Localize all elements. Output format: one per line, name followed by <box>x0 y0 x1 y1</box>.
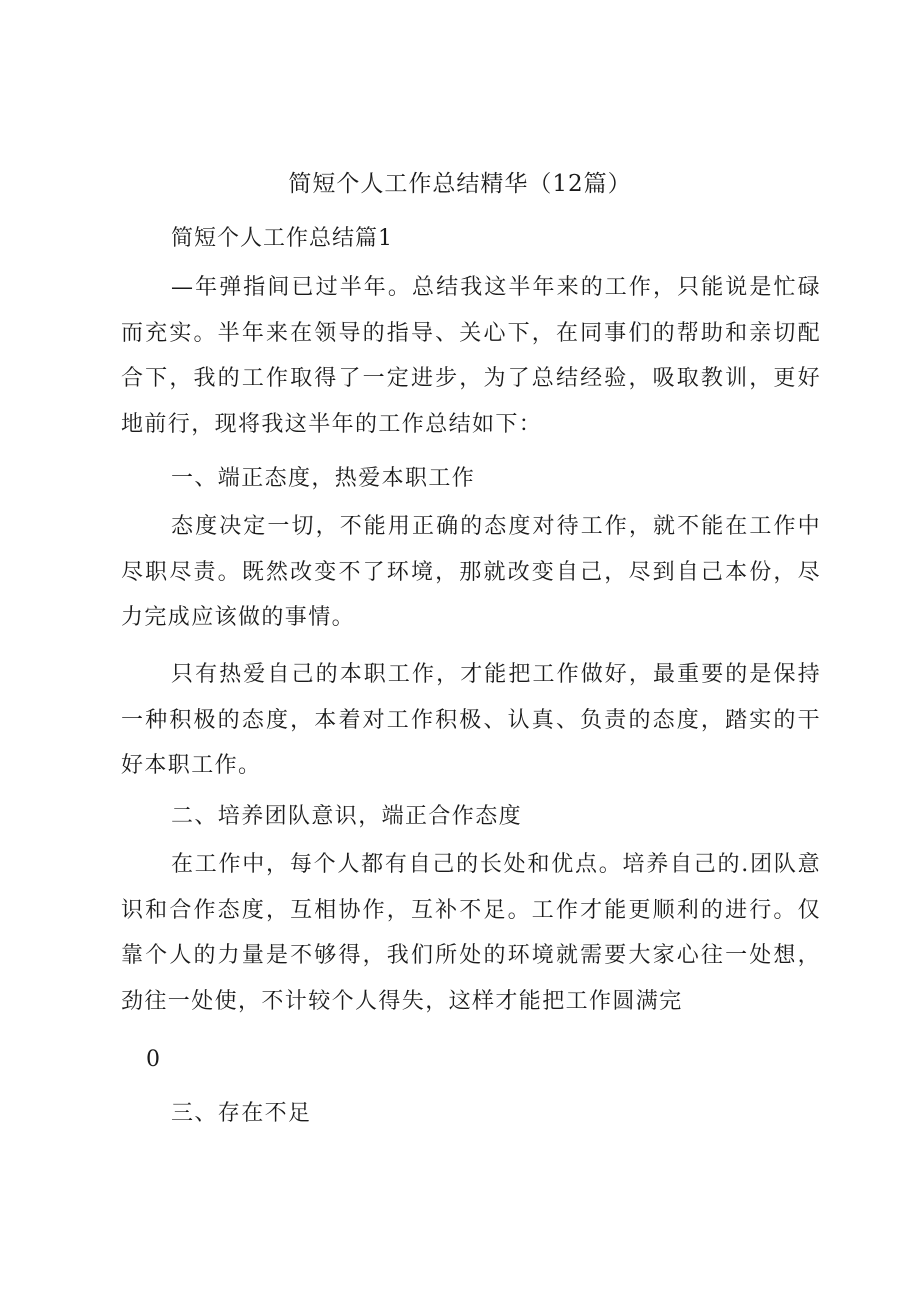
section2-paragraph-1: 在工作中，每个人都有自己的长处和优点。培养自己的.团队意识和合作态度，互相协作，互补不足。工作才能更顺利的进行。仅靠个人的力量是不够得，我们所处的环境就需要大家心往一处想，劲往一处使，不计较个人得失，这样才能把工作圆满完 <box>121 852 821 1014</box>
document-title: 简短个人工作总结精华（12篇） <box>288 171 632 197</box>
section1-paragraph-1: 态度决定一切，不能用正确的态度对待工作，就不能在工作中尽职尽责。既然改变不了环境，那就改变自己，尽到自己本份，尽力完成应该做的事情。 <box>121 514 821 630</box>
section-heading-1: 一、端正态度，热爱本职工作 <box>171 466 476 491</box>
section-heading-2: 二、培养团队意识，端正合作态度 <box>171 804 523 829</box>
document-subtitle: 简短个人工作总结篇1 <box>171 226 393 251</box>
section-heading-3: 三、存在不足 <box>171 1101 312 1126</box>
intro-paragraph: —年弹指间已过半年。总结我这半年来的工作，只能说是忙碌而充实。半年来在领导的指导、关心下，在同事们的帮助和亲切配合下，我的工作取得了一定进步，为了总结经验，吸取教训，更好地前行，现将我这半年的工作总结如下： <box>121 275 821 437</box>
section1-paragraph-2: 只有热爱自己的本职工作，才能把工作做好，最重要的是保持一种积极的态度，本着对工作积极、认真、负责的态度，踏实的干好本职工作。 <box>121 662 821 778</box>
stray-character: 0 <box>146 1047 160 1072</box>
